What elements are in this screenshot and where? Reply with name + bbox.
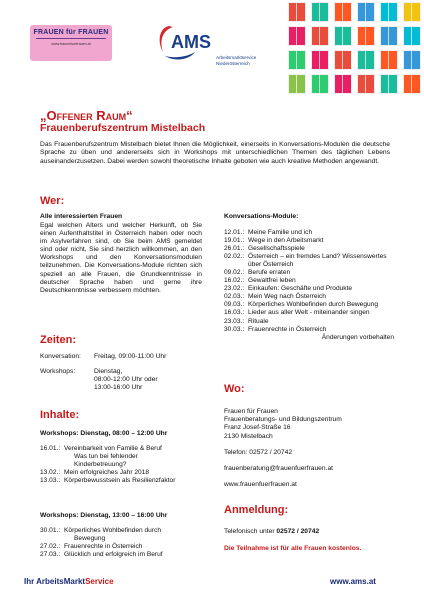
workshop-topic: Frauenrechte in Österreich	[64, 543, 143, 551]
workshop-topic: Was tun bei fehlender	[74, 453, 138, 461]
anmeldung-phone-prefix: Telefonisch unter	[224, 528, 275, 535]
workshop-topic: Vereinbarkeit von Familie & Beruf	[64, 445, 162, 452]
schedule-conversation	[40, 353, 166, 361]
schedule	[40, 353, 166, 399]
module-date: 23.02.:	[224, 285, 245, 293]
workshops-afternoon	[40, 512, 167, 559]
module-topic: Lieder aus aller Welt - miteinander singen	[248, 309, 370, 317]
module-topic: Mein Weg nach Österreich	[248, 293, 326, 301]
schedule-ws-day: Dienstag,	[94, 368, 123, 376]
wer-subheading: Alle interessierten Frauen	[40, 213, 123, 220]
window-tile	[357, 50, 375, 70]
window-tile	[288, 74, 306, 94]
module-date: 23.03.:	[224, 317, 245, 325]
anmeldung-phone-number: 02572 / 20742	[276, 528, 320, 535]
wo-heading: Wo:	[224, 383, 245, 395]
window-tile	[311, 26, 329, 46]
window-tile	[357, 26, 375, 46]
workshop-date: 13.02.:	[40, 469, 61, 477]
module-item	[224, 301, 394, 309]
window-tile	[334, 26, 352, 46]
module-item	[224, 309, 394, 317]
module-topic: Gesellschaftsspiele	[248, 245, 305, 253]
workshops-afternoon-heading: Workshops: Dienstag, 13:00 – 16:00 Uhr	[40, 512, 168, 519]
window-tile	[311, 2, 329, 22]
module-date: 09.03.:	[224, 301, 245, 309]
window-tile	[288, 50, 306, 70]
window-tile	[380, 74, 398, 94]
schedule-ws-time1: 08:00-12:00 Uhr oder	[94, 376, 158, 384]
footer-slogan-prefix: Ihr ArbeitsMarkt	[24, 577, 86, 586]
anmeldung-heading: Anmeldung:	[224, 504, 289, 516]
zeiten-heading: Zeiten:	[40, 334, 77, 346]
footer-slogan-suffix: Service	[85, 577, 114, 586]
module-topic: Berufe erraten	[248, 269, 291, 277]
fff-logo-url: www.frauenfuerfrauen.at	[51, 42, 91, 46]
window-tile	[288, 26, 306, 46]
colorful-windows-photo	[286, 0, 424, 97]
footer-ams-slogan	[24, 577, 114, 586]
workshop-topic: Glücklich und erfolgreich im Beruf	[64, 551, 163, 559]
workshop-date: 27.02.:	[40, 543, 61, 551]
schedule-ws-time2: 13:00-16:00 Uhr	[94, 384, 143, 392]
module-item	[224, 237, 394, 245]
page-title: „Offener Raum“	[40, 108, 133, 123]
workshop-topic: Kinderbetreuung?	[74, 461, 127, 469]
wer-body: Egal welchen Alters und welcher Herkunft, ob Sie einen Aufenthaltstitel in Österreich haben oder noch im Asylverfahren sind, ob Sie beim AMS gemeldet sind oder nicht, Sie sind herzlich willkommen, an den Workshops und den Konversationsmodulen teilzunehmen. Die Konversations-Module richten sich speziell an alle Frauen, die Grundkenntnisse in deutscher Sprache haben und gerne ihre Deutschkenntnisse verbessern möchten.	[40, 222, 202, 294]
module-topic: Meine Familie und ich	[248, 229, 313, 236]
wo-address	[224, 408, 342, 489]
ams-subtitle-line2: Niederösterreich	[216, 60, 250, 66]
frauen-fuer-frauen-logo	[30, 25, 112, 61]
workshop-date	[40, 535, 64, 543]
module-topic: Körperliches Wohlbefinden durch Bewegung	[248, 301, 379, 309]
workshop-date: 16.01.:	[40, 445, 61, 452]
workshop-item	[40, 445, 175, 453]
workshop-item	[40, 543, 167, 551]
module-date: 26.01.:	[224, 245, 245, 253]
module-item	[224, 245, 394, 253]
module-item	[224, 326, 394, 334]
module-date: 19.01.:	[224, 237, 245, 245]
workshop-date: 13.03.:	[40, 477, 61, 485]
workshop-topic: Bewegung	[74, 535, 106, 543]
module-item	[224, 318, 394, 326]
ams-subtitle	[216, 55, 256, 66]
window-tile	[334, 74, 352, 94]
workshop-item	[40, 535, 167, 543]
module-date: 16.02.:	[224, 277, 245, 285]
module-date: 02.03.:	[224, 293, 245, 301]
window-tile	[357, 2, 375, 22]
module-topic: Rituale	[248, 317, 269, 325]
fff-logo-divider	[36, 38, 106, 39]
ams-subtitle-line1: Arbeitsmarktservice	[216, 55, 257, 60]
window-tile	[334, 50, 352, 70]
schedule-ws-label: Workshops:	[40, 368, 76, 376]
module-item	[224, 293, 394, 301]
window-tile	[288, 2, 306, 22]
module-topic: Einkaufen: Geschäfte und Produkte	[248, 285, 353, 293]
ams-logo-text: AMS	[171, 32, 211, 52]
window-tile	[311, 74, 329, 94]
window-tile	[334, 2, 352, 22]
workshops-morning-list	[40, 445, 175, 485]
module-topic: Wege in den Arbeitsmarkt	[248, 237, 324, 245]
anmeldung-note: Die Teilnahme ist für alle Frauen kostenlos.	[224, 545, 362, 552]
modules-list	[224, 229, 394, 342]
schedule-conv-label: Konversation:	[40, 353, 81, 360]
workshop-item	[40, 453, 175, 461]
module-date: 09.02.:	[224, 269, 245, 277]
module-topic: Gewaltfrei leben	[248, 277, 296, 285]
wo-phone: Telefon: 02572 / 20742	[224, 448, 293, 456]
workshop-item	[40, 469, 175, 477]
window-tile	[380, 2, 398, 22]
workshops-morning	[40, 430, 175, 485]
wo-line2: Frauenberatungs- und Bildungszentrum	[224, 416, 342, 424]
wo-email[interactable]: frauenberatung@frauenfuerfrauen.at	[224, 465, 334, 473]
module-item	[224, 269, 394, 277]
workshop-date: 27.03.:	[40, 551, 61, 559]
module-topic: Österreich – ein fremdes Land? Wissenswertes über Österreich	[248, 253, 387, 269]
module-date: 12.01.:	[224, 229, 245, 236]
workshop-topic: Körperbewusstsein als Resilienzfaktor	[64, 477, 176, 485]
window-tile	[403, 2, 421, 22]
footer-url[interactable]: www.ams.at	[330, 577, 376, 586]
wer-heading: Wer:	[40, 195, 65, 207]
workshop-date: 30.01.:	[40, 527, 61, 534]
window-tile	[380, 26, 398, 46]
wo-line3: Franz Josef-Straße 16	[224, 424, 291, 432]
schedule-workshops	[40, 368, 166, 392]
workshop-date	[40, 461, 64, 469]
module-date: 30.03.:	[224, 325, 245, 333]
wo-line1: Frauen für Frauen	[224, 408, 278, 415]
workshops-morning-heading: Workshops: Dienstag, 08:00 – 12:00 Uhr	[40, 430, 168, 437]
workshop-item	[40, 551, 167, 559]
fff-logo-title: FRAUEN für FRAUEN	[33, 29, 109, 36]
workshop-date	[40, 453, 64, 461]
page-subtitle: Frauenberufszentrum Mistelbach	[40, 122, 206, 134]
module-date: 16.03.:	[224, 309, 245, 317]
window-tile	[357, 74, 375, 94]
window-tile	[311, 50, 329, 70]
window-tile	[380, 50, 398, 70]
inhalte-heading: Inhalte:	[40, 409, 80, 421]
modules-heading: Konversations-Module:	[224, 213, 299, 220]
workshop-topic: Mein erfolgreiches Jahr 2018	[64, 469, 150, 477]
wo-line4: 2130 Mistelbach	[224, 432, 273, 440]
workshop-item	[40, 527, 167, 535]
module-item	[224, 277, 394, 285]
schedule-conv-value: Freitag, 09:00-11:00 Uhr	[94, 353, 167, 360]
module-item	[224, 229, 394, 237]
modules-note: Änderungen vorbehalten	[321, 333, 394, 341]
anmeldung-phone	[224, 528, 319, 536]
window-tile	[403, 26, 421, 46]
workshops-afternoon-list	[40, 527, 167, 559]
window-tile	[403, 50, 421, 70]
module-date: 02.02.:	[224, 253, 245, 261]
intro-paragraph: Das Frauenberufszentrum Mistelbach bietet Ihnen die Möglichkeit, einerseits in Konversations-Modulen die deutsche Sprache zu üben und andererseits sich in Workshops mit unterschiedlichen Themen des täglichen Lebens auseinanderzusetzen. Dabei werden sowohl theoretische Inhalte geboten wie auch kreative Methoden angewandt.	[40, 141, 390, 165]
wo-web[interactable]: www.frauenfuerfrauen.at	[224, 481, 297, 489]
workshop-topic: Körperliches Wohlbefinden durch	[64, 527, 162, 534]
workshop-item	[40, 477, 175, 485]
module-item	[224, 253, 394, 269]
module-topic: Frauenrechte in Österreich	[248, 325, 327, 333]
window-tile	[403, 74, 421, 94]
workshop-item	[40, 461, 175, 469]
